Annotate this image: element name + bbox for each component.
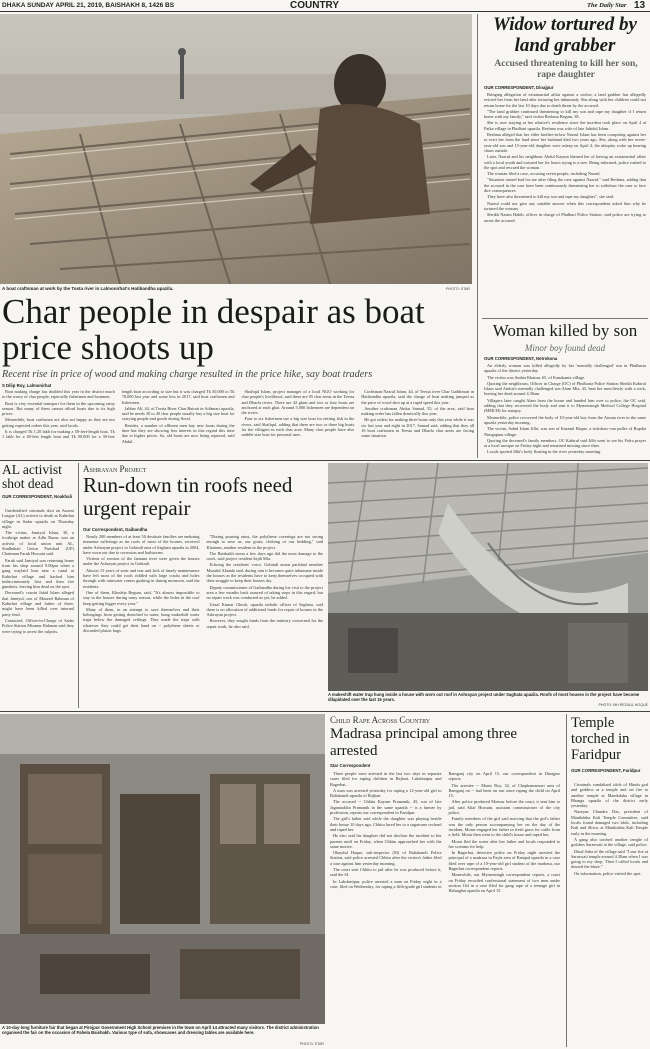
madrasa-paragraph: Family members of the girl said noticing that the girl's father was the only person accompanying her on the day of the incident, Monir engaged her father in fresh grass for cattle from a field. Monir then went to the child's house and raped her. <box>448 816 560 838</box>
tin-paragraph: Nearly 200 members of at least 50 destitute families are enduring immense sufferings as tin roofs of most of the houses, received under Ashrayan project in Gobindi area of Saghata upazila in 2004, have worn out due to corrosion and hailstorms. <box>83 534 200 555</box>
madrasa-paragraph: Meanwhile, our Mymensingh correspondent reports, a court on Friday recorded confessional statement of two men under section 164 in a case filed for gang rape of a teenage girl in Haluaghat upazila on April 15. <box>448 872 560 894</box>
boat-paragraph: Boat is very essential transport for them in the upcoming rainy season. But many of them cannot afford boats due to its high prices. <box>2 400 115 417</box>
boat-paragraph: Besides, a number of affluent men buy new boats during the time but they are showing less interest in this regard this time due to higher prices. So, old boats are now being repaired, said Abdul. <box>121 422 235 444</box>
tin-paragraph: However, they sought funds from the ministry concerned for the repair work, he also said. <box>206 618 323 629</box>
al-paragraph: Contacted, Officer-in-Charge of Sadar Police Station Mizanur Rahman said they were trying to arrest the culprits. <box>2 617 74 634</box>
temple-paragraph: On information, police visited the spot. <box>574 870 642 876</box>
al-paragraph: Unidentified criminals shot an Awami League (AL) activist to death at Kabirhat village in Sadar upazila on Thursday night. <box>2 508 74 529</box>
widow-paragraph: Bringing allegation of extramarital affair against a widow, a land grabber has allegedly evicted her from her land after torturing her inhumanly. She along with her children could not return home for the last 10 days due to death threat by the accused. <box>484 92 646 108</box>
boat-headline: Char people in despair as boat price shoots up <box>2 292 425 367</box>
widow-headline: Widow tortured by land grabber <box>493 14 637 56</box>
column-divider <box>477 14 478 458</box>
temple-body <box>571 782 648 1047</box>
al-paragraph: Deceased's cousin Jahid Islam alleged that Jamiyul, son of Mazzed Rahman of Kabirhat village and father of three, might have been killed over internal party feud. <box>2 590 74 617</box>
boat-paragraph: He got orders for making three boats only this year while it was six last year and eight in 2017, Samad said, adding that they all 16 boat craftsmen in Teesta and Dharla char areas are facing same situation. <box>361 417 474 439</box>
tin-paragraph: Victims of erosion of the Jamuna river were given the houses under the Ashrayan project in Gobindi. <box>83 556 200 567</box>
madrasa-headline: Madrasa principal among three arrested <box>330 726 518 759</box>
madrasa-paragraph: In Bagerhat, detective police on Friday night arrested the principal of a madrasa in Fayla area of Rampal upazila in a case filed over rape of a 10-year-old girl student of the madrasa, our Bagerhat correspondent reports. <box>448 850 560 872</box>
madrasa-paragraph: Monir fled the scene after her father and locals responded to her screams for help. <box>448 838 560 849</box>
tin-headline: Run-down tin roofs need urgent repair <box>83 473 293 520</box>
madrasa-paragraph: In Lakshmipur, police arrested a man on Friday night in a case, filed on Wednesday, for raping a fifth-grade girl students in Ramganj city on April 15, our correspondent in Dinajpur reports. <box>330 771 560 889</box>
madrasa-paragraph: The girl's father said while the daughter was playing beside their house 10 days ago, Chhitu lured her to a sugarcane orchard and raped her. <box>330 816 442 832</box>
brand-logo: The Daily Star <box>587 2 627 9</box>
tin-kicker: Ashrayan Project <box>83 464 147 474</box>
madrasa-paragraph: After police produced Monsur before the court, it sent him to jail, said Altaf Hossain, assistant commissioner of the city police. <box>448 799 560 816</box>
al-paragraph: Faruk said Jamiyul was returning home from his shop around 9.00pm when a gang waylaid him near a canal at Kabirhat village and hacked him indiscriminately first and then fire gunshots, leaving him dead on the spot. <box>2 557 74 590</box>
woman-paragraph: The victim, Sahid Islam Jilhi, was son of Enamul Haque, a rickshaw-van puller of Rupdia Nimgapura village. <box>484 426 646 437</box>
widow-deck: Accused threatening to kill her son, rape daughter <box>494 59 638 80</box>
tin-byline: Our Correspondent, Gaibandha <box>83 527 148 532</box>
boat-craftsman-photo <box>0 14 472 284</box>
boat-paragraph: Jabbar Ali, 44, of Torsta River Char Bairati in Aditmari upazila, said he needs 30 to 40 char people usually buy a big size boat for carrying people and goods during flood. <box>121 405 235 422</box>
madrasa-paragraph: Three people were arrested in the last two days in separate cases filed for raping children in Rajbari, Lakshmipur and Bagerhat. <box>330 771 442 787</box>
boat-deck: Recent rise in price of wood and making charge resulted in the price hike, say boat traders <box>2 369 373 380</box>
widow-paragraph: They have also threatened to kill my son and rape my daughter", she said. <box>487 194 614 200</box>
temple-byline: OUR CORRESPONDENT, Faridpur <box>571 768 641 773</box>
woman-deck: Minor boy found dead <box>524 343 606 353</box>
madrasa-body <box>330 771 560 1047</box>
boat-paragraph: Another craftsman Abdus Samad, 55, of the area, said boat making order has fallen drastically this year. <box>361 405 474 417</box>
woman-paragraph: Locals spotted Jilhi's body floating in the river yesterday morning. <box>487 449 602 455</box>
section-name: COUNTRY <box>290 0 340 11</box>
woman-body <box>484 363 646 457</box>
page-rule <box>0 711 650 712</box>
tin-paragraph: "During pouring rains, the polythene coverings are not strong enough to save us, our goats, clothing or our bedding," said Khairam, another resident in the project. <box>206 534 323 550</box>
boat-photo-caption: A boat craftsman at work by the Tosta river in Lalmonirhat's Hatibandha upazila. <box>2 286 174 291</box>
tin-paragraph: Uzzal Kumar Ghosh, upazila nirbahi officer of Saghata, said there is no allocation of additional funds for repair of houses in the Ashrayan project. <box>206 601 323 618</box>
furniture-photo-credit: PHOTO: STAR <box>299 1042 324 1046</box>
widow-paragraph: "Situation turned bad for me after filing the case against Nazrul," said Reshma, adding that the accused in the case have been continuously threatening her to withdraw the case or face dire consequences. <box>484 177 646 194</box>
woman-paragraph: Quoting the neighbours, Officer in Charge (OC) of Phulbaria Police Station Sheikh Kabirul Islam said Ambia's mentally challenged son Alam Mia, 45, beat her mercilessly with a stick, leaving her dead around 4.30am. <box>484 380 646 397</box>
tin-roof-photo <box>328 463 648 691</box>
tin-photo-caption: A makeshift water trap hung inside a house with worn out roof in Ashrayan project under Saghata upazila. Roofs of most houses in the project have become dilapidated over the last 15 years. <box>328 692 640 702</box>
tin-body <box>83 534 323 708</box>
woman-byline: OUR CORRESPONDENT, Netrokona <box>484 356 558 361</box>
madrasa-paragraph: Obaydul Haque, sub-inspector (SI) of Baliakandi Police Station, said police arrested Chhitu after the victim's father filed a case against him yesterday morning. <box>330 850 442 866</box>
widow-paragraph: Sheikh Nasim Habib, officer in charge of Phulbari Police Station, said police are trying to arrest the accused. <box>484 212 646 223</box>
tin-roof-photo-image <box>328 463 648 691</box>
column-divider <box>78 463 79 708</box>
widow-paragraph: Nazrul could not give any suitable answer when this correspondent asked him why he tortured the woman. <box>484 200 646 211</box>
boat-paragraph: Craftsman Nazrul Islam, 44, of Teesta river Char Gaddimari in Hatibandha upazila, said the charge of boat making jumped as the price of wood shot up at a rapid speed this year. <box>361 389 474 405</box>
madrasa-paragraph: The arrestee -- Monir Roy, 32, of Chaphamansari area of Ramganj on -- had been on run since raping the child on April 15. <box>448 782 560 799</box>
boat-paragraph: Four to six fishermen use a big size boat for netting fish in the rivers, said Shafiqul, adding that there are two or three big boats for the villagers in each char area. Many char people have also middle size boat for personal uses. <box>241 416 355 438</box>
al-headline: AL activist shot dead <box>2 462 62 491</box>
widow-paragraph: The woman filed a case, accusing seven people, including Nazrul. <box>487 171 601 177</box>
widow-paragraph: She is now staying at her relative's residence since the incident took place on April 4 at Patka village in Phulbari upazila. Reshma was wife of late Jahidul Islam. <box>484 120 646 131</box>
temple-headline: Temple torched in Faridpur <box>571 715 630 763</box>
madrasa-byline: Star Correspondent <box>330 763 371 768</box>
madrasa-paragraph: A man was arrested yesterday for raping a 12-year-old girl in Baliakandi upazila of Rajbari. <box>330 787 442 799</box>
widow-paragraph: "The land grabber continued threatening to kill my son and rape my daughter if I return home with my family," said victim Reshma Begum, 38. <box>484 108 646 120</box>
tin-paragraph: Many of them, in an attempt to save themselves and their belongings from getting drenched in water, hung makeshift water traps below the damaged ceilings. They made the traps with whatever they could get their hand on -- polythene sheets or discarded plastic bags. <box>83 606 200 634</box>
temple-paragraph: A gang also torched another temple of goddess Saraswati at the village, said police. <box>571 836 648 848</box>
temple-paragraph: Dinal Saha of the village said "I saw fire at Saraswati temple around 4.30am when I was going to my shop. Then I called locals and doused the blaze." <box>571 848 648 870</box>
boat-photo-credit: PHOTO: STAR <box>445 287 470 291</box>
column-divider <box>566 714 567 1047</box>
al-byline: OUR CORRESPONDENT, Noakhali <box>2 494 72 499</box>
furniture-photo-image <box>0 714 325 1024</box>
madrasa-kicker: Child Rape Across Country <box>330 715 431 725</box>
boat-paragraph: It is charged Tk 1.20 lakh for making a 50-feet-length boat, Tk 1 lakh for a 40-feet length boat and Tk 90,000 for a 30-feet length boat according to size but it was charged Tk 50,000 to Tk 70,000 last year and some less in 2017, said boat craftsmen and fishermen. <box>2 389 235 440</box>
widow-paragraph: Reshma alleged that her elder brother-in-law Nazrul Islam has been conspiring against her to evict her from the land since her husband died two years ago. She, along with her seven-year-old son and 15-year-old daughter were asleep on April 4, the ubiquity woke up hearing chaos outside. <box>484 132 646 153</box>
dateline: DHAKA SUNDAY APRIL 21, 2019, BAISHAKH 8, 1426 BS <box>2 2 175 9</box>
woman-paragraph: The victim was Ambia Khatun, 65, of Kanakania village. <box>487 374 586 380</box>
madrasa-paragraph: The court sent Chhitu to jail after he was produced before it, said the SI. <box>330 867 442 878</box>
furniture-fair-photo <box>0 714 325 1024</box>
widow-body <box>484 92 646 316</box>
boat-paragraph: Shafiqul Islam, project manager of a local NGO working for char people's livelihood, said there are 95 char areas in the Teesta and Dharla rivers. There are 42 ghats and two or four boats are anchored at each ghat. Around 5,000 fishermen are dependent on the rivers. <box>241 389 355 416</box>
boat-photo-image <box>0 14 472 284</box>
boat-body <box>2 389 474 453</box>
temple-paragraph: Criminals vandalised idols of Hindu god and goddess at a temple and set fire to another temple at Manikdaha village in Bhanga upazila of the district early yesterday. <box>571 782 648 809</box>
widow-paragraph: Later, Nazrul and his neighbour Abdul Kayum blamed her of having an extramarital affair with a local youth and tortured her for hours trying to a tree. Being informed, police rushed to the spot and rescued the woman. <box>484 154 646 170</box>
woman-paragraph: An elderly woman was killed allegedly by her 'mentally challenged' son in Phulbaria upazila of the district yesterday. <box>484 363 646 374</box>
tin-paragraph: The Baishakh storm a few days ago did the most damage to the roofs, said project resident Sajib Mia. <box>206 550 323 562</box>
tin-paragraph: Echoing the residents' voice, Gobindi union parishad member Muniful Akanda said, during rain it becomes quite inhumane inside the houses as the residents have to keep themselves occupied with their struggle to keep their houses dry. <box>206 562 323 584</box>
woman-paragraph: Villagers later caught Alam from the house and handed him over to police, the OC said, adding that they recovered the body and sent it to Mymensingh Medical College Hospital (MMCH) for autopsy. <box>484 397 646 414</box>
madrasa-paragraph: The accused -- Chhitu Kayum Pramanik, 45, son of late Jaganiuddin Pramanik in the same upazila -- is a farmer by profession, reports our correspondent in Faridpur. <box>330 799 442 816</box>
tin-photo-credit: PHOTO: MH REZAUL HOQUE <box>598 703 648 707</box>
furniture-photo-caption: A 10-day-long furniture fair that began at Pirojpur Government High School premises in the town on April 14 attracted many visitors. The district administration organised the fair on the occasion of Pahela Baishakh. Various type of sofa, showcases and dressing tables are available here. <box>2 1025 319 1035</box>
woman-headline: Woman killed by son <box>492 321 638 340</box>
tin-paragraph: One of them, Khodeja Begum, said, "It's almost impossible to stay in the houses during rainy season, while the holes in the roof keep getting bigger every year." <box>83 589 200 606</box>
section-rule <box>482 318 648 319</box>
masthead <box>0 0 650 12</box>
madrasa-paragraph: He also said his daughter did not disclose the incident to her parents until on Friday, when Chhitu approached her with the same motive. <box>330 833 442 849</box>
page-number: 13 <box>634 0 646 11</box>
boat-paragraph: Meanwhile, boat craftsmen are also not happy as they are not getting expected orders this year, said locals. <box>2 417 115 428</box>
page-rule <box>0 460 650 461</box>
al-body <box>2 508 74 708</box>
boat-byline: S Dilip Roy, Lalmonirhat <box>2 383 52 388</box>
boat-paragraph: Boat making charge has doubled this year in the district much to the worry of char people, especially fishermen and boatmen. <box>2 389 115 400</box>
woman-paragraph: Quoting the deceased's family members, OC Kabirul said Jilhi went to see his Fafru prayer at a local mosque on Friday night and remained missing since then. <box>484 437 646 449</box>
temple-paragraph: Narayan Chandra Das, president of Manikdaha Kali Temple Committee, said locals found damaged two idols, including Kali and Shiva, at Manikdaha Kali Temple early in the morning. <box>571 809 648 836</box>
al-paragraph: The victim, Jamiyul Islam, 30, a footbrige maker at Adlu Bazar, was an activist of local union unit AL, Sindhuhati Union Parishad (UP) Chairman Faruk Hossain said. <box>2 530 74 557</box>
woman-paragraph: Meanwhile, police recovered the body of 10-year-old boy from the Arman river in the same upazila yesterday morning. <box>484 414 646 425</box>
tin-paragraph: Almost 15 years of wear and tear and lack of timely maintenance have left most of the roofs riddled with large cracks and holes through with rainwater comes gushing in during monsoon, said the residents. <box>83 567 200 589</box>
tin-paragraph: Deputy commissioner of Gaibandha during his visit to the project area a few months back assured of taking steps in this regard, but no repair work was conducted as yet, he added. <box>206 584 323 601</box>
widow-byline: OUR CORRESPONDENT, Dinajpur <box>484 85 554 90</box>
